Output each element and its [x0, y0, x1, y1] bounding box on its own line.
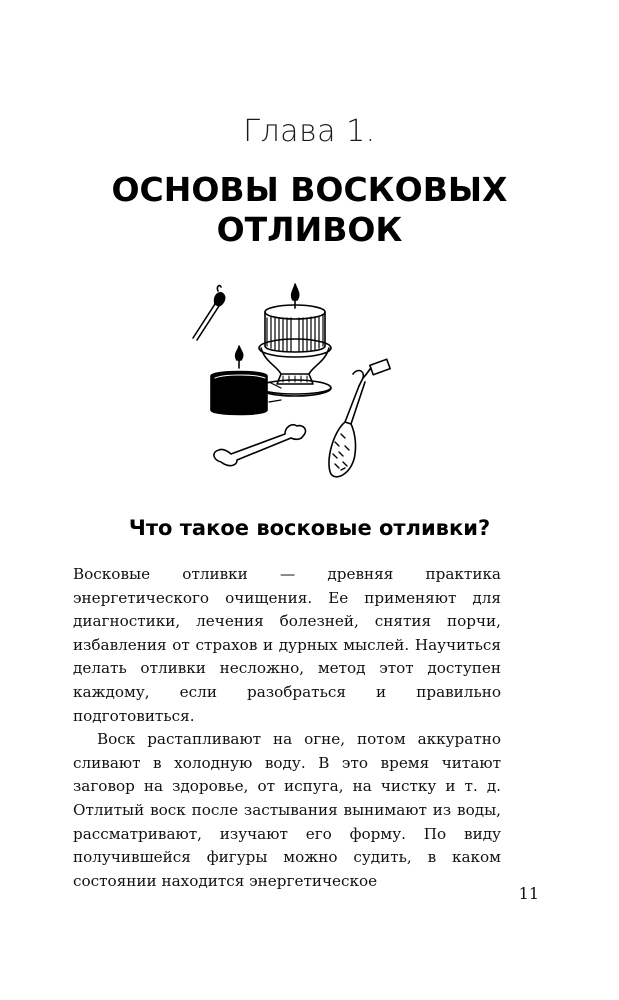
section-heading: Что такое восковые отливки?: [128, 516, 491, 540]
paragraph: Воск растапливают на огне, потом аккуратно сливают в холодную воду. В это время читают заговор на здоровье, от испуга, на чистку и т. д. Отлитый воск после застывания вынимают из воды, рассматривают, изучают его форму. По виду получившейся фигуры можно судить, в каком состоянии находится энергетическое: [73, 730, 501, 890]
body-text: [73, 563, 501, 893]
chapter-title: [0, 170, 619, 250]
wax-casting-tools-illustration: [185, 282, 395, 482]
paragraph: Восковые отливки — древняя практика энергетического очищения. Ее применяют для диагностики, лечения болезней, снятия порчи, избавления от страхов и дурных мыслей. Научиться делать отливки несложно, метод этот доступен каждому, если разобраться и правильно подготовиться.: [73, 565, 501, 725]
match-icon: [193, 286, 225, 340]
candle-icon: [259, 284, 331, 396]
bone-icon: [214, 425, 306, 466]
small-candle-icon: [211, 346, 283, 415]
chapter-label: Глава 1.: [243, 114, 376, 149]
page-number: 11: [518, 884, 539, 903]
spoon-icon: [329, 359, 390, 477]
chapter-title-line-1: ОСНОВЫ ВОСКОВЫХ: [111, 170, 508, 209]
chapter-title-line-2: ОТЛИВОК: [216, 210, 403, 249]
